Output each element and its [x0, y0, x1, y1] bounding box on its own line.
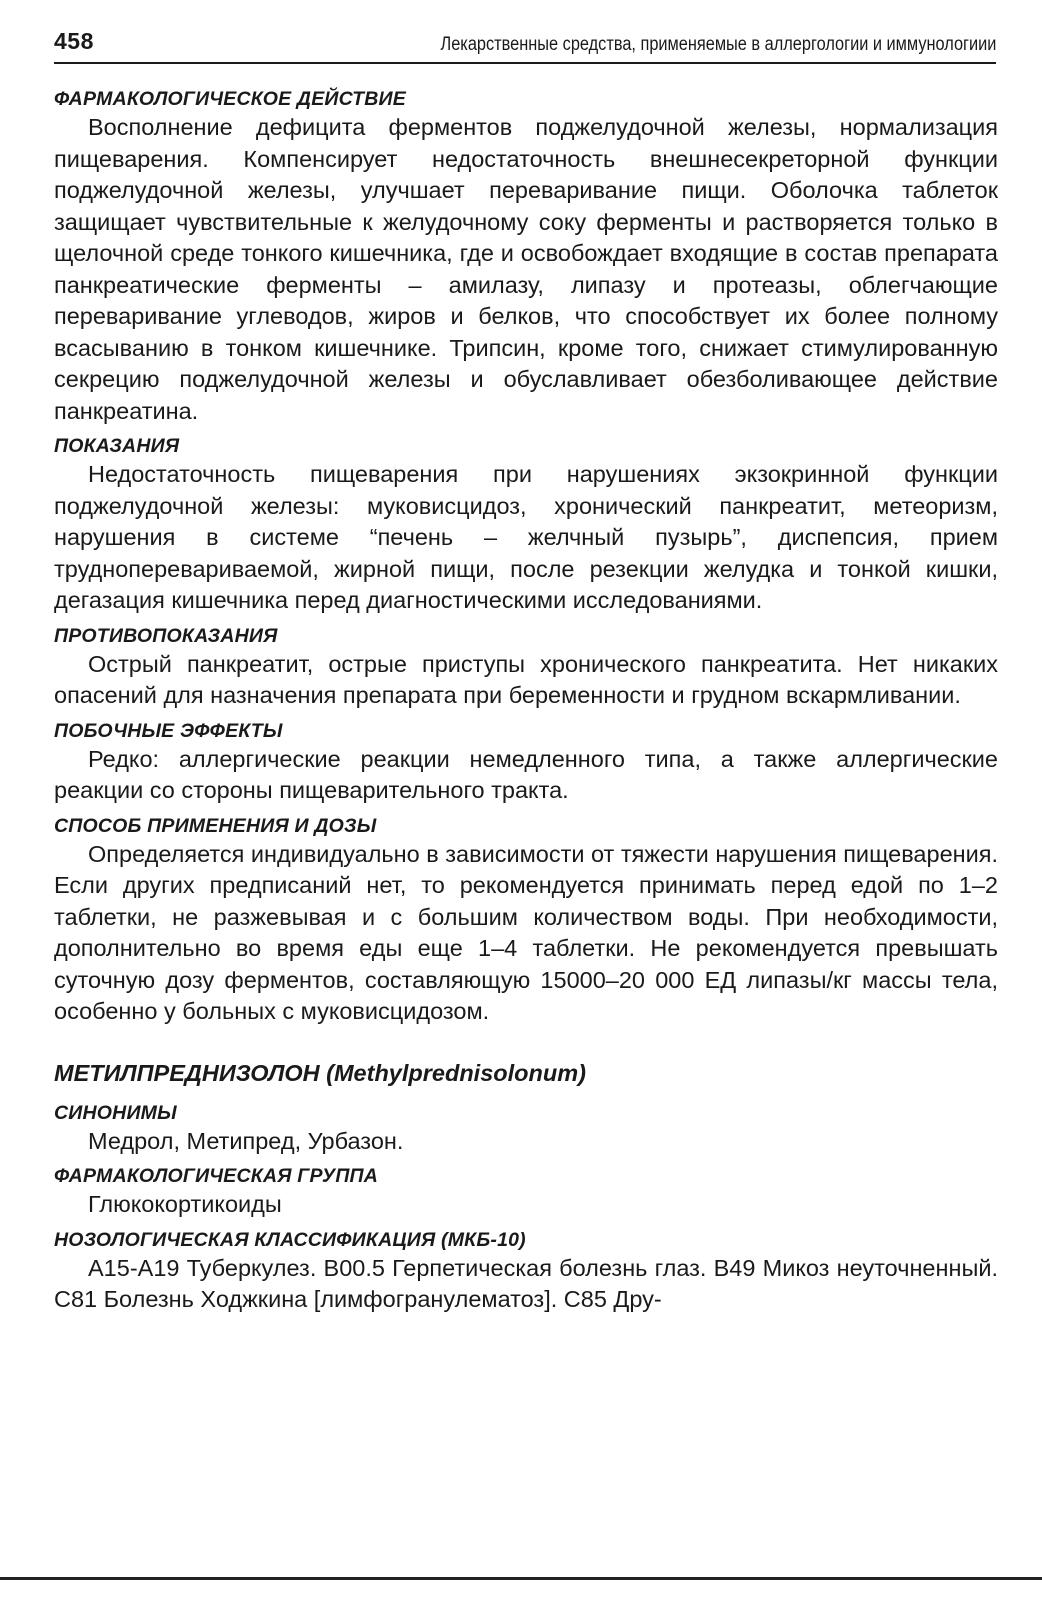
section-body-synonyms: Медрол, Метипред, Урбазон. — [88, 1127, 404, 1154]
bottom-rule — [0, 1577, 1042, 1580]
page-number: 458 — [54, 28, 94, 54]
section-heading-nosological-classification: НОЗОЛОГИЧЕСКАЯ КЛАССИФИКАЦИЯ (МКБ-10) — [54, 1228, 526, 1251]
section-body-side-effects: Редко: аллергические реакции немедленного типа, а также аллергические реакции со стороны пищеварительного тракта. — [54, 745, 998, 803]
section-heading-side-effects: ПОБОЧНЫЕ ЭФФЕКТЫ — [54, 719, 283, 742]
section-heading-synonyms: СИНОНИМЫ — [54, 1101, 177, 1124]
section-heading-dosage: СПОСОБ ПРИМЕНЕНИЯ И ДОЗЫ — [54, 814, 377, 837]
section-body-pharmacological-group: Глюкокортикоиды — [88, 1191, 282, 1217]
section-heading-pharmacological-action: ФАРМАКОЛОГИЧЕСКОЕ ДЕЙСТВИЕ — [54, 88, 406, 110]
running-header-title: Лекарственные средства, применяемые в аллергологии и иммунологиии — [440, 34, 996, 55]
section-body-pharmacological-action: Восполнение дефицита ферментов поджелудочной железы, нормализация пищеварения. Компенсирует недостаточность внешнесекреторной функции поджелудочной железы, улучшает переваривание пищи. Оболочка таблеток защищает чувствительные к желудочному соку ферменты и растворяется только в щелочной среде тонкого кишечника, где и освобождает входящие в состав препарата панкреатические ферменты – амилазу, липазу и протеазы, облегчающие переваривание углеводов, жиров и белков, что способствует их более полному всасыванию в тонком кишечнике. Трипсин, кроме того, снижает стимулированную секрецию поджелудочной железы и обуславливает обезболивающее действие панкреатина. — [54, 114, 998, 424]
section-body-contraindications: Острый панкреатит, острые приступы хронического панкреатита. Нет никаких опасений для назначения препарата при беременности и грудном вскармливании. — [54, 650, 998, 708]
page-content — [54, 86, 998, 1322]
section-heading-indications: ПОКАЗАНИЯ — [54, 435, 180, 457]
section-body-dosage: Определяется индивидуально в зависимости от тяжести нарушения пищеварения. Если других предписаний нет, то рекомендуется принимать перед едой по 1–2 таблетки, не разжевывая и с большим количеством воды. При необходимости, дополнительно во время еды еще 1–4 таблетки. Не рекомендуется превышать суточную дозу ферментов, составляющую 15000–20 000 ЕД липазы/кг массы тела, особенно у больных с муковисцидозом. — [54, 840, 998, 1024]
section-heading-contraindications: ПРОТИВОПОКАЗАНИЯ — [54, 624, 278, 647]
drug-title: МЕТИЛПРЕДНИЗОЛОН (Methylprednisolonum) — [54, 1059, 586, 1086]
section-body-nosological-classification: А15-А19 Туберкулез. В00.5 Герпетическая болезнь глаз. В49 Микоз неуточненный. С81 Болезнь Ходжкина [лимфогранулематоз]. С85 Дру- — [54, 1254, 998, 1312]
section-heading-pharmacological-group: ФАРМАКОЛОГИЧЕСКАЯ ГРУППА — [54, 1165, 379, 1187]
section-body-indications: Недостаточность пищеварения при нарушениях экзокринной функции поджелудочной железы: муковисцидоз, хронический панкреатит, метеоризм, нарушения в системе “печень – желчный пузырь”, диспепсия, прием трудноперевариваемой, жирной пищи, после резекции желудка и тонкой кишки, дегазация кишечника перед диагностическими исследованиями. — [54, 461, 998, 613]
running-header — [54, 28, 996, 64]
